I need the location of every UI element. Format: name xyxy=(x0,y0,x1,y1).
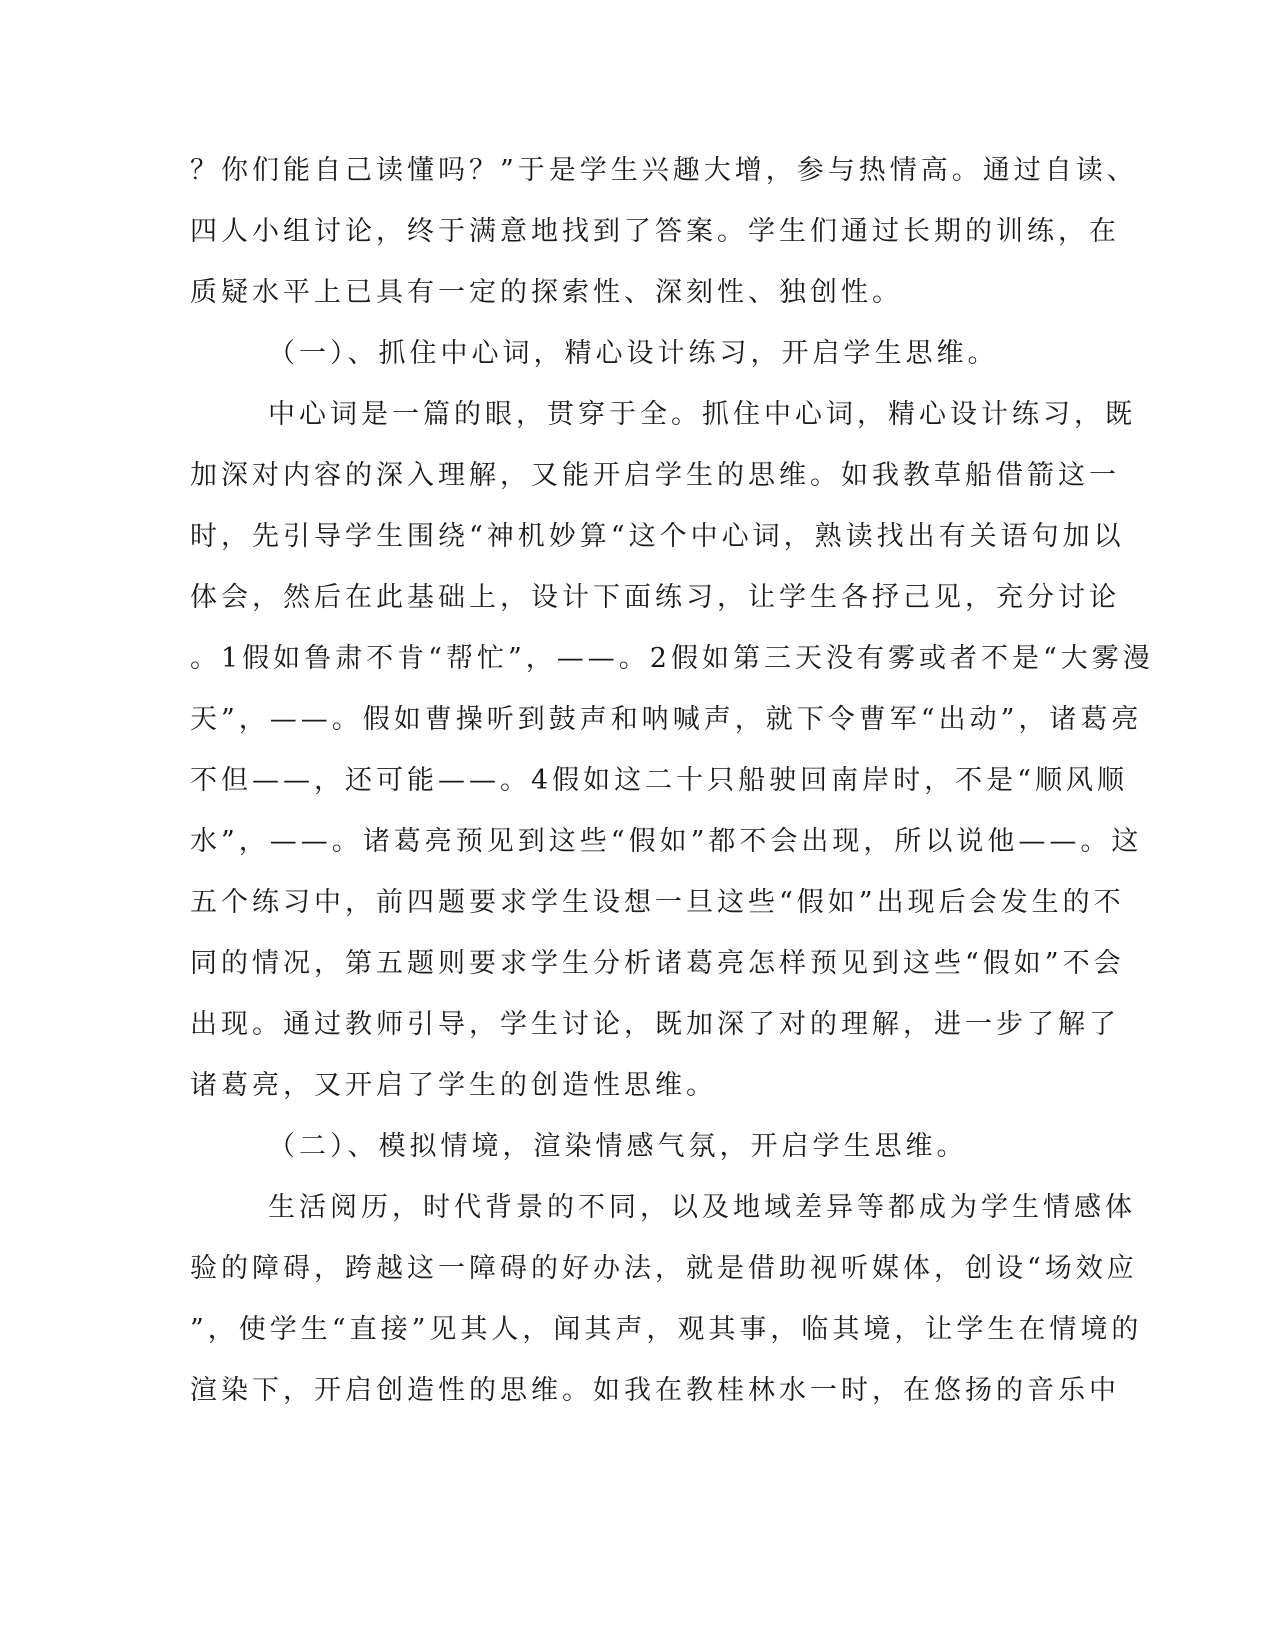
text-line: 不但——，还可能——。4假如这二十只船驶回南岸时，不是“顺风顺 xyxy=(190,765,1128,796)
text-line: 天”，——。假如曹操听到鼓声和呐喊声，就下令曹军“出动”，诸葛亮 xyxy=(190,704,1143,735)
section-heading-2: （二）、模拟情境，渲染情感气氛，开启学生思维。 xyxy=(268,1131,968,1162)
text-line: 渲染下，开启创造性的思维。如我在教桂林水一时，在悠扬的音乐中 xyxy=(190,1375,1120,1406)
paragraph-start: 中心词是一篇的眼，贯穿于全。抓住中心词，精心设计练习，既 xyxy=(268,399,1136,430)
text-line: 加深对内容的深入理解，又能开启学生的思维。如我教草船借箭这一 xyxy=(190,460,1120,491)
text-line: 同的情况，第五题则要求学生分析诸葛亮怎样预见到这些“假如”不会 xyxy=(190,948,1125,979)
text-line: 体会，然后在此基础上，设计下面练习，让学生各抒己见，充分讨论 xyxy=(190,582,1120,613)
text-line: ？你们能自己读懂吗？”于是学生兴趣大增，参与热情高。通过自读、 xyxy=(190,155,1138,186)
text-line: 五个练习中，前四题要求学生设想一旦这些“假如”出现后会发生的不 xyxy=(190,887,1125,918)
text-line: 验的障碍，跨越这一障碍的好办法，就是借助视听媒体，创设“场效应 xyxy=(190,1253,1138,1284)
text-line: 四人小组讨论，终于满意地找到了答案。学生们通过长期的训练，在 xyxy=(190,216,1120,247)
text-line: 。1假如鲁肃不肯“帮忙”，——。2假如第三天没有雾或者不是“大雾漫 xyxy=(190,643,1154,674)
paragraph-start: 生活阅历，时代背景的不同，以及地域差异等都成为学生情感体 xyxy=(268,1192,1136,1223)
text-line: 出现。通过教师引导，学生讨论，既加深了对的理解，进一步了解了 xyxy=(190,1009,1120,1040)
text-line: 水”，——。诸葛亮预见到这些“假如”都不会出现，所以说他——。这 xyxy=(190,826,1143,857)
text-line: 诸葛亮，又开启了学生的创造性思维。 xyxy=(190,1070,717,1101)
text-line: 时，先引导学生围绕“神机妙算“这个中心词，熟读找出有关语句加以 xyxy=(190,521,1125,552)
section-heading-1: （一）、抓住中心词，精心设计练习，开启学生思维。 xyxy=(268,338,999,369)
document-body xyxy=(190,140,1154,1421)
text-line: ”，使学生“直接”见其人，闻其声，观其事，临其境，让学生在情境的 xyxy=(190,1314,1143,1345)
text-line: 质疑水平上已具有一定的探索性、深刻性、独创性。 xyxy=(190,277,903,308)
